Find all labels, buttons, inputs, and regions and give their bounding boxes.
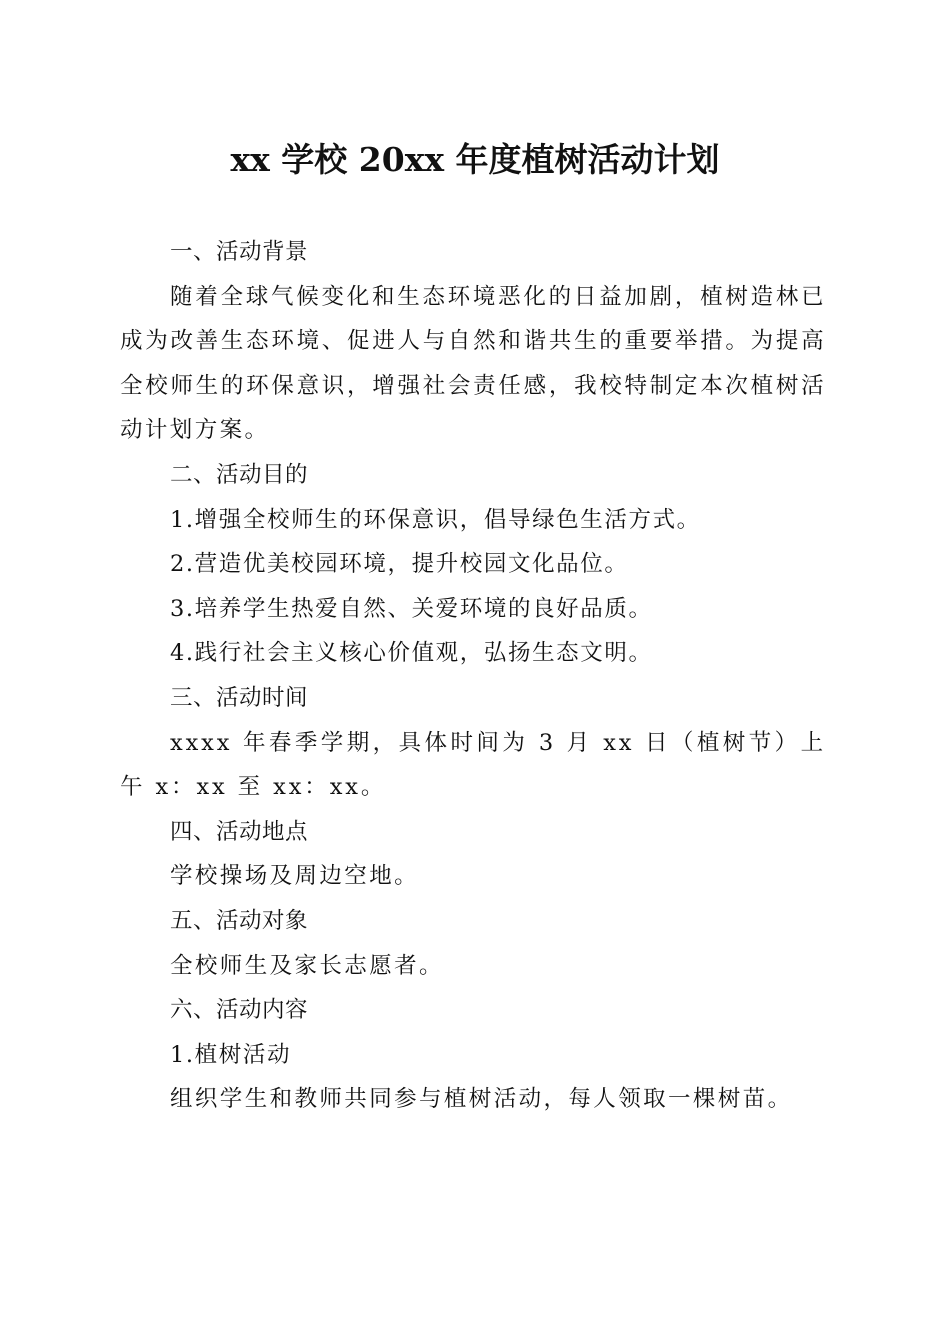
list-item: 3.培养学生热爱自然、关爱环境的良好品质。	[170, 595, 653, 622]
section-heading: 二、活动目的	[170, 461, 309, 488]
list-item: 1.植树活动	[170, 1041, 292, 1068]
document-body	[120, 230, 826, 1122]
paragraph: 随着全球气候变化和生态环境恶化的日益加剧，植树造林已成为改善生态环境、促进人与自然和谐共生的重要举措。为提高全校师生的环保意识，增强社会责任感，我校特制定本次植树活动计划方案。	[120, 283, 826, 444]
section-heading: 五、活动对象	[170, 907, 309, 934]
section-background	[120, 230, 826, 453]
paragraph: xxxx 年春季学期，具体时间为 3 月 xx 日（植树节）上午 x：xx 至 xx：xx。	[120, 729, 826, 801]
section-purpose	[120, 453, 826, 676]
section-participants	[120, 899, 826, 988]
list-item: 4.践行社会主义核心价值观，弘扬生态文明。	[170, 640, 653, 667]
document-title: xx 学校 20xx 年度植树活动计划	[230, 140, 720, 179]
paragraph: 学校操场及周边空地。	[170, 863, 420, 890]
paragraph: 组织学生和教师共同参与植树活动，每人领取一棵树苗。	[170, 1086, 793, 1113]
section-content	[120, 988, 826, 1122]
section-location	[120, 810, 826, 899]
section-heading: 一、活动背景	[170, 239, 309, 265]
list-item: 1.增强全校师生的环保意识，倡导绿色生活方式。	[170, 506, 701, 533]
section-heading: 三、活动时间	[170, 684, 309, 711]
section-heading: 四、活动地点	[170, 818, 309, 845]
list-item: 2.营造优美校园环境，提升校园文化品位。	[170, 551, 629, 578]
section-time	[120, 676, 826, 810]
paragraph: 全校师生及家长志愿者。	[170, 952, 444, 979]
section-heading: 六、活动内容	[170, 997, 309, 1024]
